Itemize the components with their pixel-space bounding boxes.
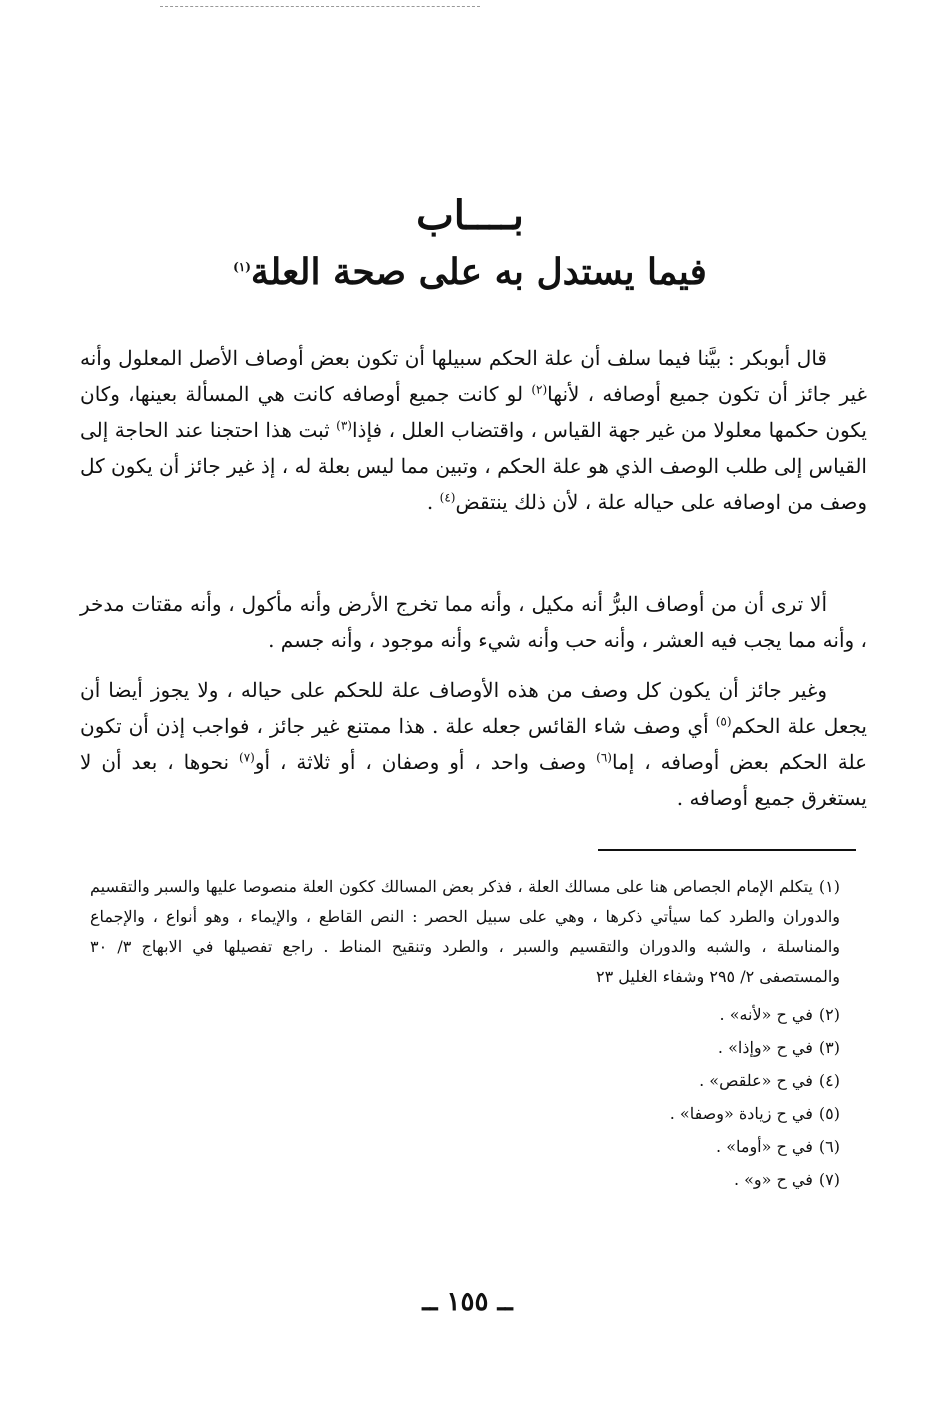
footnote-ref-4: (٤) [439, 490, 456, 505]
footnote-number: (٢) [818, 1005, 840, 1024]
footnote-item [90, 1031, 840, 1064]
footnote-number: (٧) [818, 1170, 840, 1189]
footnote-number: (٦) [818, 1137, 840, 1156]
footnote-text: في ح «أوما» . [716, 1137, 813, 1156]
paragraph-1-part-1: قال أبوبكر : بيَّنا فيما سلف أن علة الحكم سبيلها أن تكون بعض أوصاف الأصل المعلول وأنه غير جائز أن تكون جميع أوصافه ، لأنها [80, 346, 867, 406]
chapter-title-text: فيما يستدل به على صحة العلة [250, 251, 707, 293]
footnote-number: (٥) [818, 1104, 840, 1123]
footnote-text: في ح «علقص» . [699, 1071, 813, 1090]
footnotes [90, 872, 840, 1196]
footnote-list [90, 998, 840, 1196]
footnote-number: (٤) [818, 1071, 840, 1090]
paragraph-3-part-4: نحوها ، بعد أن لا يستغرق جميع أوصافه . [80, 750, 867, 810]
paragraph-1-part-4: . [426, 490, 440, 514]
paragraph-3 [80, 672, 867, 816]
footnote-text: في ح «وإذا» . [717, 1038, 813, 1057]
footnote-text: في ح «و» . [733, 1170, 813, 1189]
footnote-ref-7: (٧) [239, 750, 255, 765]
chapter-title [120, 246, 820, 298]
footnote-item [90, 1097, 840, 1130]
footnote-item [90, 1130, 840, 1163]
top-dashed-rule [160, 6, 480, 7]
footnote-1-number: (١) [818, 877, 840, 896]
footnote-ref-5: (٥) [715, 714, 732, 729]
footnote-1-text: يتكلم الإمام الجصاص هنا على مسالك العلة ، فذكر بعض المسالك ككون العلة منصوصا عليها والسبر والتقسيم والدوران والطرد كما سيأتي ذكرها ، وهي على سبيل الحصر : النص القاطع ، والإيماء ، وهو أنواع ، والإجماع والمناسلة ، والشبه والدوران والتقسيم والسبر ، والطرد وتنقيح المناط . راجع تفصيلها في الابهاج ٣/ ٣٠ والمستصفى ٢/ ٢٩٥ وشفاء الغليل ٢٣ [90, 877, 840, 986]
footnote-item [90, 998, 840, 1031]
footnote-text: في ح «لأنه» . [719, 1005, 813, 1024]
paragraph-2 [80, 586, 867, 658]
paragraph-3-part-3: وصف واحد ، أو وصفان ، أو ثلاثة ، أو [254, 750, 597, 774]
footnote-item [90, 1064, 840, 1097]
footnote-ref-6: (٦) [596, 750, 612, 765]
footnote-item [90, 1163, 840, 1196]
footnote-text: في ح زيادة «وصفا» . [669, 1104, 813, 1123]
footnote-number: (٣) [818, 1038, 840, 1057]
paragraph-1 [80, 340, 867, 520]
footnote-ref-3: (٣) [336, 418, 352, 433]
paragraph-3-part-1: وغير جائز أن يكون كل وصف من هذه الأوصاف علة للحكم على حياله ، ولا يجوز أيضا أن يجعل علة الحكم [80, 678, 867, 738]
paragraph-3-part-2: أي وصف شاء القائس جعله علة . هذا ممتنع غير جائز ، فواجب إذن أن تكون علة الحكم بعض أوصافه ، إما [80, 714, 868, 774]
footnote-separator [598, 849, 856, 851]
footnote-ref-1: (١) [233, 260, 251, 274]
paragraph-1-part-3: ثبت هذا احتجنا عند الحاجة إلى القياس إلى طلب الوصف الذي هو علة الحكم ، وتبين مما ليس بعلة له ، إذ غير جائز أن يكون كل وصف من اوصافه على حياله علة ، لأن ذلك ينتقض [80, 418, 867, 514]
paragraph-2-text: ألا ترى أن من أوصاف البرُّ أنه مكيل ، وأنه مما تخرج الأرض وأنه مأكول ، وأنه مقتات مدخر ، وأنه مما يجب فيه العشر ، وأنه حب وأنه شيء وأنه موجود ، وأنه جسم . [80, 592, 867, 652]
chapter-heading: بــــاب [416, 192, 524, 239]
page-number: ــ ١٥٥ ــ [422, 1287, 513, 1317]
paragraph-1-part-2: لو كانت جميع أوصافه كانت هي المسألة بعينها، وكان يكون حكمها معلولا من غير جهة القياس ، واقتضاب العلل ، فإذا [80, 382, 867, 442]
footnote-ref-2: (٢) [531, 382, 548, 397]
footnote-1 [90, 872, 840, 992]
